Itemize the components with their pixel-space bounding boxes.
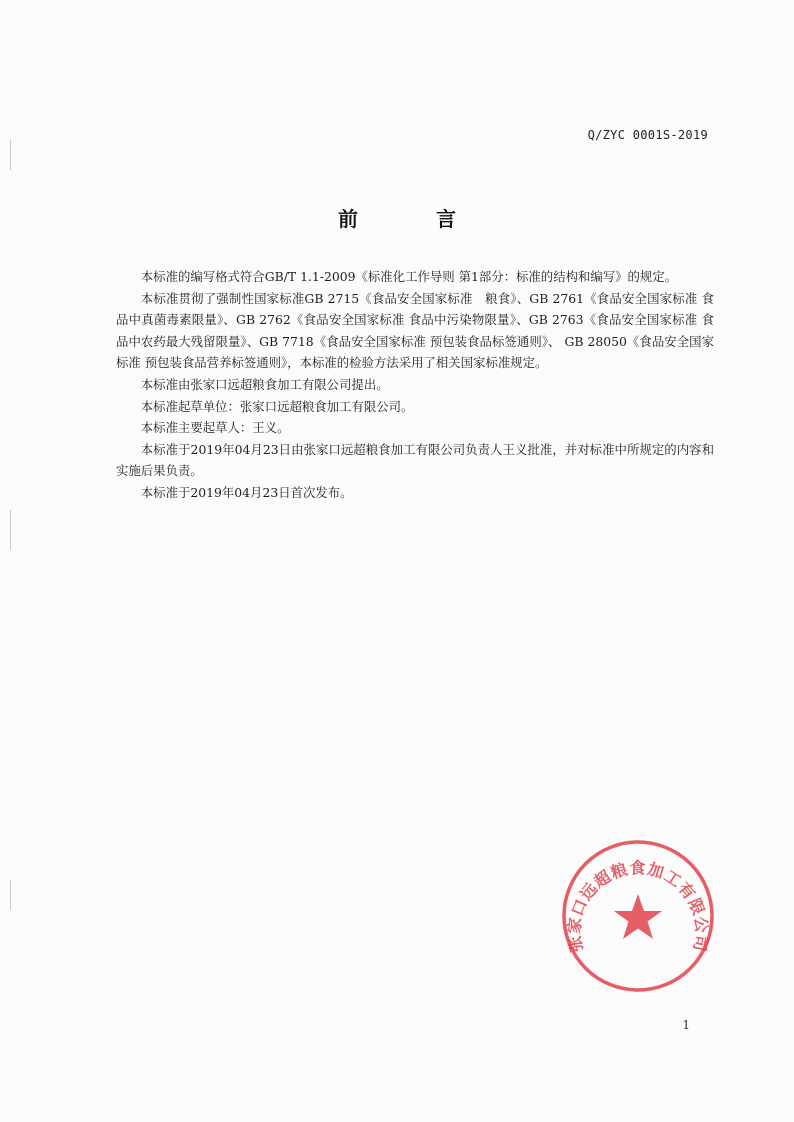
page-title <box>0 203 794 232</box>
scan-margin-line <box>10 140 11 170</box>
paragraph-format: 本标准的编写格式符合GB/T 1.1-2009《标准化工作导则 第1部分：标准的结构和编写》的规定。 <box>140 269 678 284</box>
paragraph-approval: 本标准于2019年04月23日由张家口远超粮食加工有限公司负责人王义批准，并对标准中所规定的内容和实施后果负责。 <box>116 441 714 479</box>
standard-code: Q/ZYC 0001S-2019 <box>587 128 708 142</box>
paragraph-proposer: 本标准由张家口远超粮食加工有限公司提出。 <box>140 376 389 392</box>
title-char-1: 前 <box>338 207 358 231</box>
company-seal <box>558 836 718 996</box>
foreword-body <box>116 266 714 504</box>
paragraph-drafter: 本标准主要起草人：王义。 <box>140 420 290 436</box>
page-number: 1 <box>682 1018 690 1032</box>
scan-margin-line <box>10 880 11 910</box>
scan-margin-line <box>10 510 11 550</box>
seal-star-icon <box>614 894 662 939</box>
paragraph-drafting-unit: 本标准起草单位：张家口远超粮食加工有限公司。 <box>140 398 414 414</box>
paragraph-referenced-standards: 本标准贯彻了强制性国家标准GB 2715《食品安全国家标准 粮食》、GB 2761《食品安全国家标准 食品中真菌毒素限量》、GB 2762《食品安全国家标准 食品中污染物限量》、GB 2763《食品安全国家标准 食品中农药最大残留限量》、GB 7718《食品安全国家标准 预包装食品标签通则》、 GB 28050《食品安全国家标准 预包装食品营养标签通则》，本标准的检验方法采用了相关国家标准规定。 <box>116 290 714 371</box>
title-char-2: 言 <box>436 207 456 231</box>
paragraph-release: 本标准于2019年04月23日首次发布。 <box>140 484 353 500</box>
svg-text:张家口远超粮食加工有限公司: 张家口远超粮食加工有限公司 <box>564 858 712 954</box>
